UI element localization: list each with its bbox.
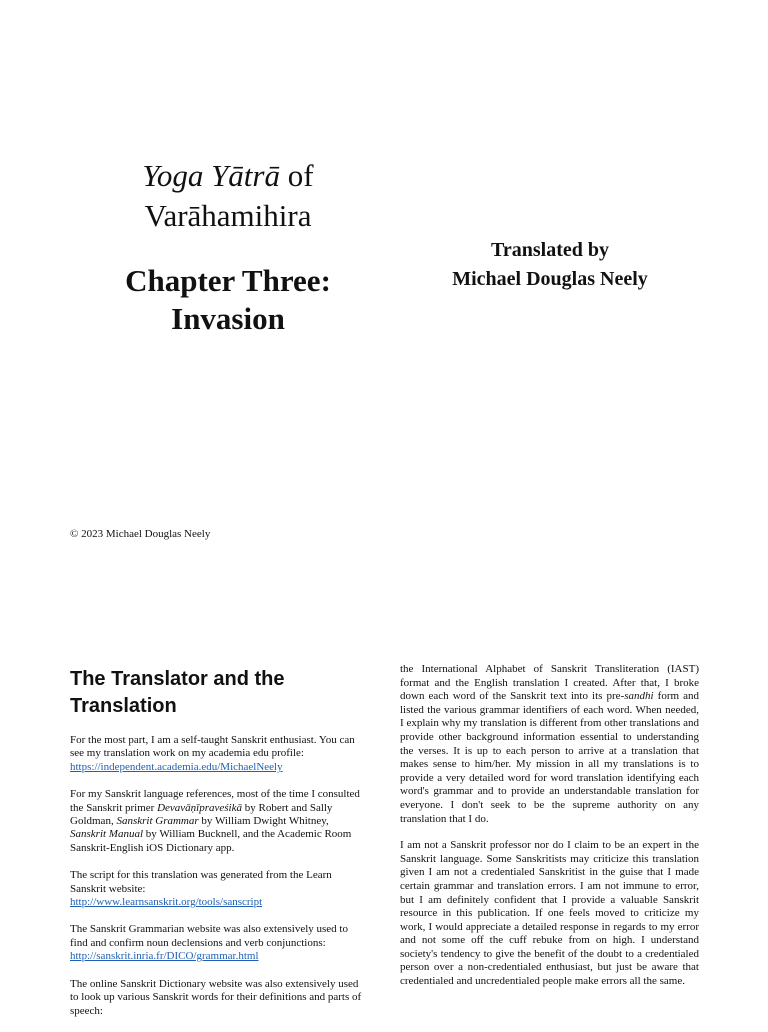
paragraph-method	[400, 663, 699, 826]
grammarian-link[interactable]: http://sanskrit.inria.fr/DICO/grammar.html	[70, 950, 259, 963]
left-column	[70, 666, 366, 1032]
paragraph-grammarian	[70, 923, 366, 963]
chapter-number: Chapter Three:	[125, 263, 331, 298]
paragraph-intro-text: For the most part, I am a self-taught Sanskrit enthusiast. You can see my translation work on my academia edu profile:	[70, 734, 355, 760]
paragraph-script-text: The script for this translation was generated from the Learn Sanskrit website:	[70, 869, 332, 895]
academia-profile-link[interactable]: https://independent.academia.edu/MichaelNeely	[70, 760, 283, 773]
translated-by-label: Translated by	[491, 239, 609, 261]
translator-name: Michael Douglas Neely	[452, 268, 648, 290]
work-title-of: of	[279, 158, 314, 193]
paragraph-references	[70, 788, 366, 855]
sandhi-term: sandhi	[624, 690, 654, 703]
learnsanskrit-link[interactable]: http://www.learnsanskrit.org/tools/sanscript	[70, 896, 263, 909]
section-heading-line-2: Translation	[70, 695, 177, 717]
section-heading-line-1: The Translator and the	[70, 668, 285, 690]
references-text-b: by Robert and Sally Goldman,	[70, 801, 333, 828]
references-text-d: by William Bucknell, and the Academic Room Sanskrit-English iOS Dictionary app.	[70, 828, 352, 854]
author-name: Varāhamihira	[144, 198, 312, 233]
primer-title: Devavāṇīpraveśikā	[157, 801, 242, 814]
section-heading	[70, 666, 366, 720]
paragraph-disclaimer: I am not a Sanskrit professor nor do I claim to be an expert in the Sanskrit language. Some Sanskritists may criticize this translation given I am not a credentialed Sanskritist in the guise that I made certain grammar and translation errors. I am not immune to error, but I am definitely confident that I provide a valuable Sanskrit resource in this publication. If one feels moved to criticize my work, I would appreciate a detailed response in regards to my error and not some off the cuff rebuke from on high. I understand society's tendency to give the benefit of the doubt to a credentialed person over a non-credentialed enthusiast, but just be aware that credentialed and uncredentialed people make errors all the same.	[400, 839, 699, 988]
book-title	[98, 156, 358, 236]
manual-title: Sanskrit Manual	[70, 828, 144, 841]
references-text-c: by William Dwight Whitney,	[198, 815, 329, 828]
method-text-a: the International Alphabet of Sanskrit Transliteration (IAST) format and the English translation I created. After that, I broke down each word of the Sanskrit text into its pre-	[400, 663, 699, 703]
copyright-notice: © 2023 Michael Douglas Neely	[70, 528, 211, 540]
paragraph-intro	[70, 734, 366, 774]
right-column	[400, 663, 699, 1002]
grammar-title: Sanskrit Grammar	[116, 815, 199, 828]
chapter-name: Invasion	[171, 301, 285, 336]
references-text-a: For my Sanskrit language references, most of the time I consulted the Sanskrit primer	[70, 788, 360, 814]
paragraph-dictionary: The online Sanskrit Dictionary website was also extensively used to look up various Sanskrit words for their definitions and parts of speech:	[70, 977, 362, 1017]
method-text-b: form and listed the various grammar identifiers of each word. When needed, I explain why my translation is different from other translations and provide other background information essential to understanding the verses. It is up to each person to arrive at a translation that makes sense to him/her. My mission in all my translations is to provide a very detailed word for word translation identifying each word's grammar and to provide an understandable translation for everyone. I don't seek to be the supreme authority on any translation that I do.	[400, 690, 699, 825]
paragraph-script	[70, 869, 366, 909]
title-line-1	[98, 156, 358, 196]
work-title: Yoga Yātrā	[142, 158, 280, 193]
translator-credit	[420, 236, 680, 294]
chapter-title	[98, 262, 358, 338]
paragraph-grammarian-text: The Sanskrit Grammarian website was also extensively used to find and confirm noun declensions and verb conjunctions:	[70, 923, 348, 949]
